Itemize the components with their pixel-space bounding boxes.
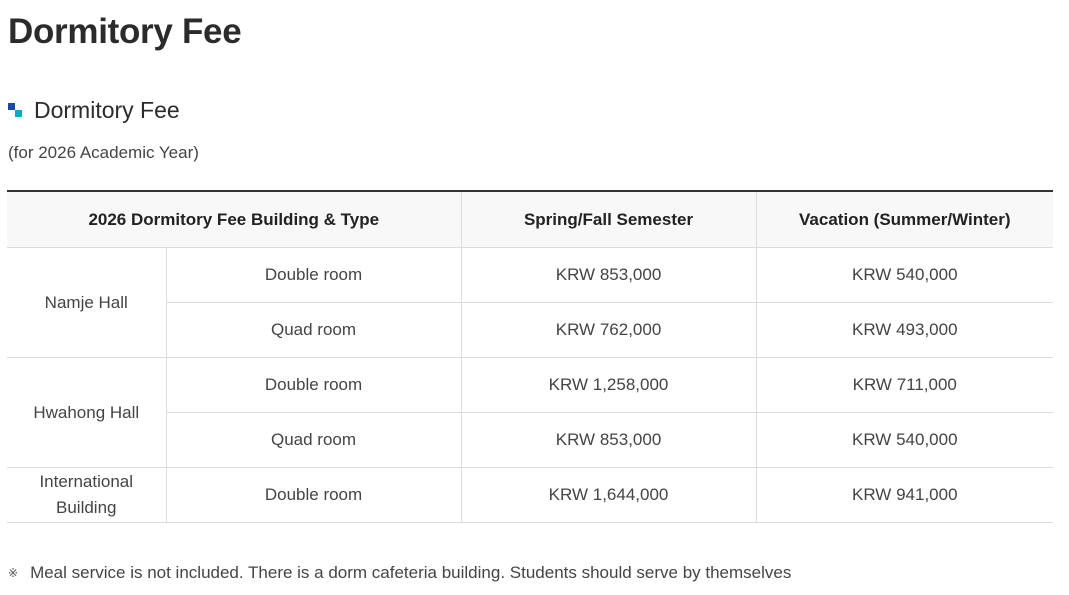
footnote-text: Meal service is not included. There is a dorm cafeteria building. Students should serve by themselves: [30, 563, 792, 582]
academic-year-subtitle: (for 2026 Academic Year): [8, 143, 199, 162]
vacation-fee: KRW 941,000: [756, 468, 1053, 523]
room-type: Double room: [166, 468, 461, 523]
table-row: [7, 468, 1053, 523]
header-building-type: 2026 Dormitory Fee Building & Type: [7, 191, 461, 248]
vacation-fee: KRW 540,000: [756, 413, 1053, 468]
table-header-row: [7, 191, 1053, 248]
semester-fee: KRW 853,000: [461, 413, 756, 468]
square-bullet-icon: [8, 101, 24, 119]
vacation-fee: KRW 540,000: [756, 248, 1053, 303]
table-row: [7, 358, 1053, 413]
footnote: [8, 561, 791, 585]
room-type: Quad room: [166, 303, 461, 358]
section-heading-text: Dormitory Fee: [34, 97, 180, 123]
building-name: Namje Hall: [7, 248, 166, 358]
building-name: Hwahong Hall: [7, 358, 166, 468]
room-type: Quad room: [166, 413, 461, 468]
semester-fee: KRW 1,258,000: [461, 358, 756, 413]
vacation-fee: KRW 711,000: [756, 358, 1053, 413]
section-heading: [8, 95, 180, 125]
semester-fee: KRW 853,000: [461, 248, 756, 303]
dormitory-fee-table: [7, 190, 1053, 523]
vacation-fee: KRW 493,000: [756, 303, 1053, 358]
header-vacation: Vacation (Summer/Winter): [756, 191, 1053, 248]
semester-fee: KRW 1,644,000: [461, 468, 756, 523]
semester-fee: KRW 762,000: [461, 303, 756, 358]
room-type: Double room: [166, 358, 461, 413]
building-name: International Building: [7, 468, 166, 523]
reference-mark-icon: ※: [8, 566, 19, 580]
room-type: Double room: [166, 248, 461, 303]
page-title: Dormitory Fee: [8, 12, 242, 51]
table-row: [7, 248, 1053, 303]
header-semester: Spring/Fall Semester: [461, 191, 756, 248]
